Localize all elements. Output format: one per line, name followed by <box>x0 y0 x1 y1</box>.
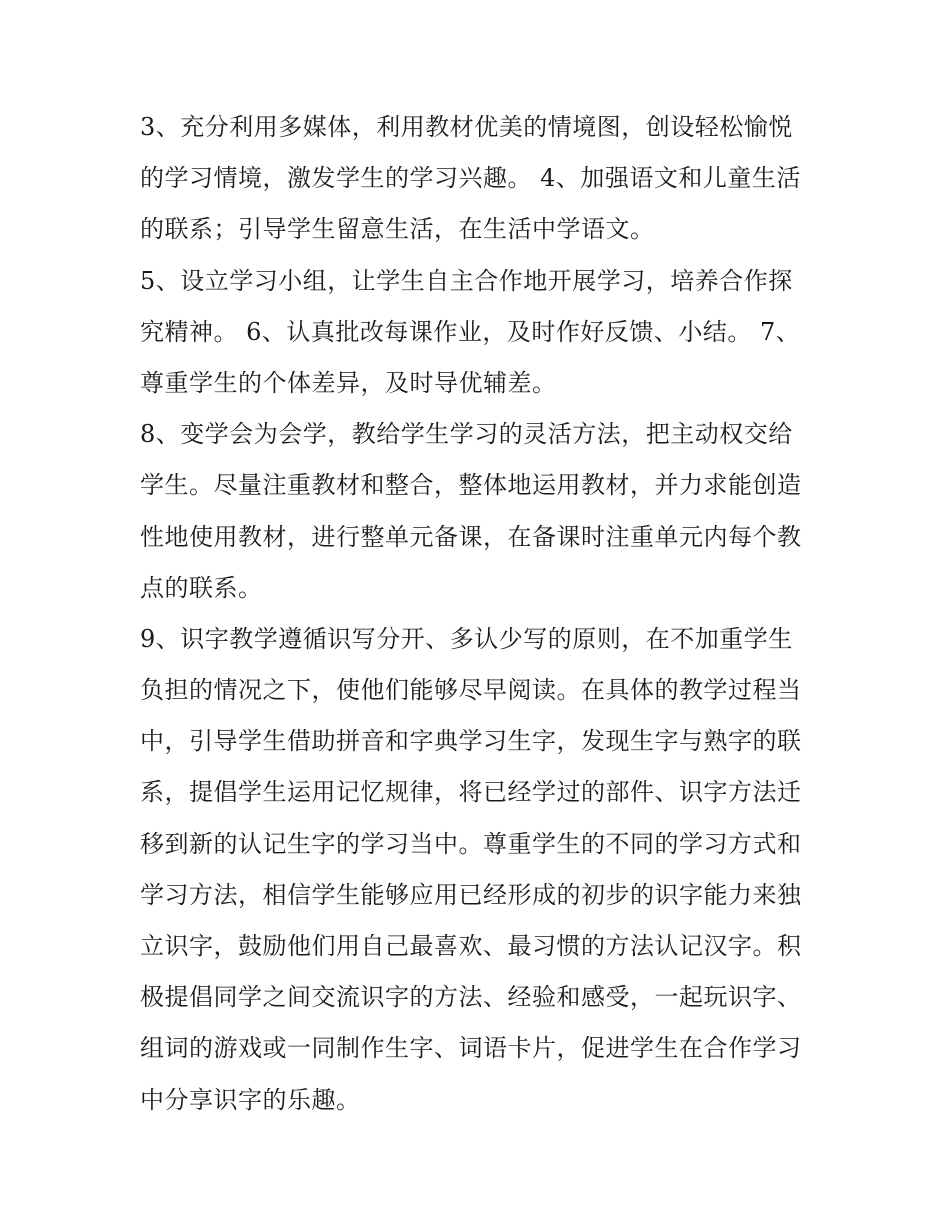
text-line: 点的联系。 <box>140 573 263 602</box>
text-line: 8、变学会为会学，教给学生学习的灵活方法，把主动权交给 <box>140 420 793 449</box>
text-line: 尊重学生的个体差异，及时导优辅差。 <box>140 368 557 397</box>
text-line: 中，引导学生借助拼音和字典学习生字，发现生字与熟字的联 <box>140 727 802 756</box>
text-line: 性地使用教材，进行整单元备课，在备课时注重单元内每个教 <box>140 522 802 551</box>
document-body <box>140 102 820 1126</box>
text-line: 立识字，鼓励他们用自己最喜欢、最习惯的方法认记汉字。积 <box>140 932 802 960</box>
text-line: 负担的情况之下，使他们能够尽早阅读。在具体的教学过程当 <box>140 676 802 705</box>
paragraph-9 <box>140 614 820 1126</box>
text-line: 系，提倡学生运用记忆规律，将已经学过的部件、识字方法迁 <box>140 778 802 807</box>
text-line: 9、识字教学遵循识写分开、多认少写的原则，在不加重学生 <box>140 624 793 653</box>
text-line: 3、充分利用多媒体，利用教材优美的情境图，创设轻松愉悦 <box>140 113 793 141</box>
text-line: 的联系；引导学生留意生活，在生活中学语文。 <box>140 215 655 244</box>
text-line: 极提倡同学之间交流识字的方法、经验和感受，一起玩识字、 <box>140 983 802 1012</box>
text-line: 移到新的认记生字的学习当中。尊重学生的不同的学习方式和 <box>140 829 802 858</box>
text-line: 中分享识字的乐趣。 <box>140 1085 361 1114</box>
text-line: 究精神。 6、认真批改每课作业，及时作好反馈、小结。 7、 <box>140 317 801 346</box>
paragraph-5-6-7 <box>140 256 820 410</box>
paragraph-3-4 <box>140 102 820 256</box>
paragraph-8 <box>140 409 820 614</box>
text-line: 的学习情境，激发学生的学习兴趣。 4、加强语文和儿童生活 <box>140 164 801 193</box>
text-line: 学生。尽量注重教材和整合，整体地运用教材，并力求能创造 <box>140 471 802 500</box>
text-line: 组词的游戏或一同制作生字、词语卡片，促进学生在合作学习 <box>140 1034 802 1063</box>
text-line: 5、设立学习小组，让学生自主合作地开展学习，培养合作探 <box>140 266 793 295</box>
text-line: 学习方法，相信学生能够应用已经形成的初步的识字能力来独 <box>140 880 802 909</box>
